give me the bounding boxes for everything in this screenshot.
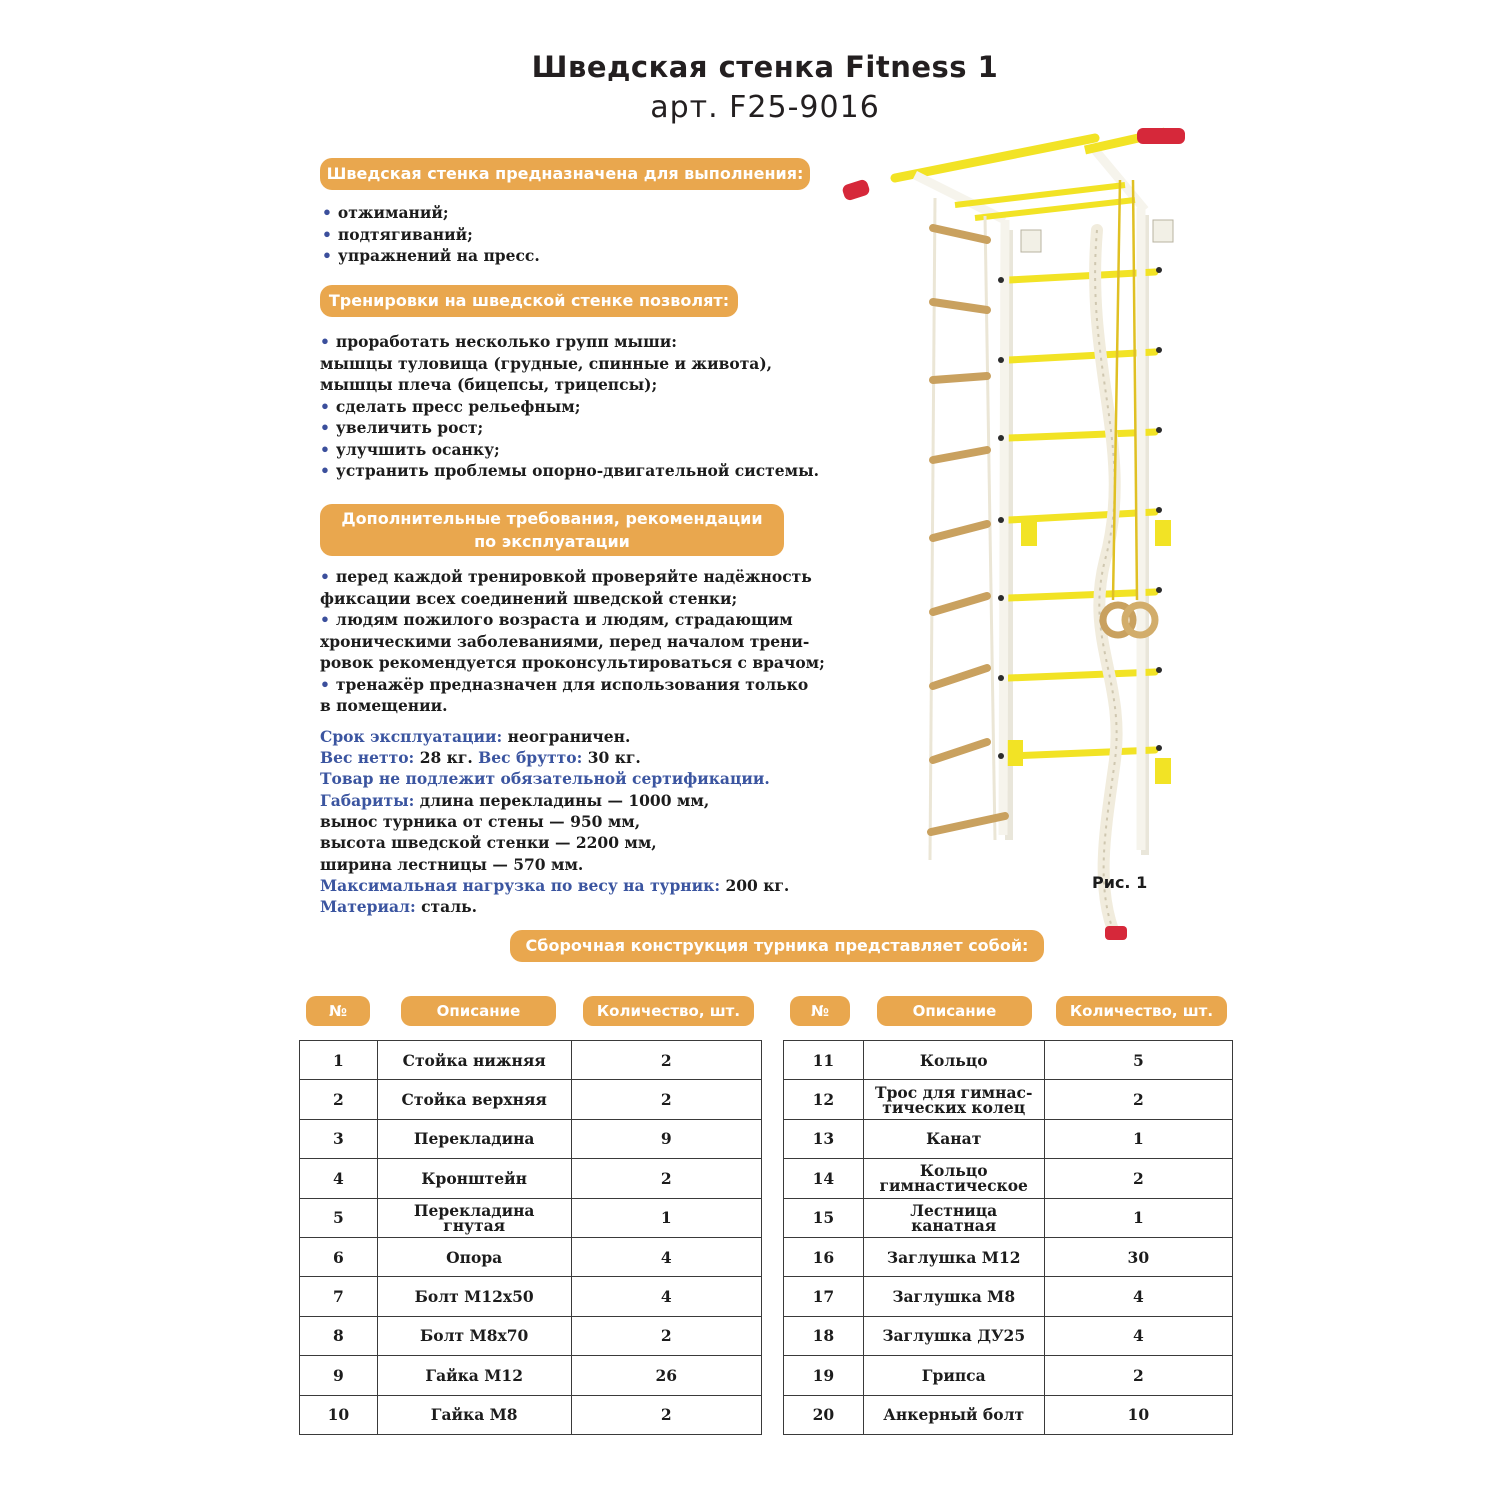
- bolt: [1156, 587, 1162, 593]
- cell-description: Гайка М8: [377, 1395, 571, 1434]
- table-row: [300, 1080, 762, 1119]
- bullet-icon: •: [322, 203, 332, 222]
- list-item-text: тренажёр предназначен для использования только: [335, 674, 809, 694]
- grip: [1137, 128, 1185, 144]
- list-item: [320, 460, 819, 482]
- bullet-icon: •: [320, 396, 330, 416]
- cell-number: 5: [300, 1198, 378, 1237]
- bracket: [1021, 230, 1041, 252]
- list-item: [320, 353, 819, 375]
- assembly-heading: [510, 930, 1044, 962]
- spec-label: Вес нетто:: [320, 748, 415, 767]
- rung: [1009, 512, 1155, 520]
- table-row: [784, 1316, 1233, 1355]
- section-requirements-heading: [320, 504, 784, 556]
- wall-rungs: [1009, 272, 1155, 756]
- bolt: [1156, 507, 1162, 513]
- bracket: [1155, 758, 1171, 784]
- section-requirements-heading-line2: по эксплуатации: [474, 532, 630, 551]
- cell-quantity: 2: [1044, 1356, 1232, 1395]
- ladder-rung: [933, 228, 987, 240]
- section-benefits-heading-text: Тренировки на шведской стенке позволят:: [328, 291, 730, 311]
- list-item: [320, 374, 819, 396]
- list-item-text: улучшить осанку;: [335, 439, 500, 459]
- spec-lifetime: [320, 726, 630, 747]
- cell-description: Канат: [863, 1119, 1044, 1158]
- spec-label: Срок эксплуатации:: [320, 727, 503, 746]
- cell-description: Заглушка М12: [863, 1237, 1044, 1276]
- list-item: [320, 439, 819, 461]
- table-row: [784, 1277, 1233, 1316]
- cell-number: 7: [300, 1277, 378, 1316]
- table-row: [784, 1080, 1233, 1119]
- cell-quantity: 9: [571, 1119, 761, 1158]
- bracket: [1153, 220, 1173, 242]
- list-item-text: отжиманий;: [337, 203, 449, 222]
- cell-description: Стойка верхняя: [377, 1080, 571, 1119]
- bullet-icon: •: [322, 246, 332, 265]
- cell-number: 4: [300, 1159, 378, 1198]
- cell-quantity: 4: [1044, 1277, 1232, 1316]
- list-item-text: мышцы туловища (грудные, спинные и живота),: [320, 353, 773, 373]
- rope-ladder: [930, 198, 1005, 860]
- bullet-icon: •: [322, 224, 332, 244]
- bullet-icon: •: [320, 332, 330, 351]
- spec-certification: Товар не подлежит обязательной сертификации.: [320, 769, 770, 788]
- spec-weight: [320, 747, 641, 768]
- bolt: [1156, 347, 1162, 353]
- bullet-icon: •: [320, 418, 330, 437]
- rung: [1009, 672, 1155, 678]
- list-item-text: перед каждой тренировкой проверяйте надёжность: [335, 567, 812, 586]
- table-row: [300, 1119, 762, 1158]
- table-row: [300, 1198, 762, 1237]
- grip: [841, 178, 871, 201]
- cell-number: 9: [300, 1356, 378, 1395]
- spec-value: 200 кг.: [725, 876, 790, 895]
- spec-value: сталь.: [421, 897, 478, 916]
- cell-description: Кольцо гимнастическое: [863, 1159, 1044, 1198]
- benefits-list: [320, 331, 819, 482]
- rung: [1009, 750, 1155, 756]
- cell-description: Стойка нижняя: [377, 1041, 571, 1080]
- cell-quantity: 4: [571, 1277, 761, 1316]
- list-item: [322, 245, 540, 267]
- spec-value: 28 кг.: [419, 748, 473, 767]
- ladder-rung: [933, 450, 987, 460]
- spec-dimensions: [320, 790, 709, 811]
- table-row: [784, 1237, 1233, 1276]
- spec-dimension-line: ширина лестницы — 570 мм.: [320, 855, 584, 874]
- table-row: [300, 1316, 762, 1355]
- cell-number: 20: [784, 1395, 864, 1434]
- parts-table-left: [299, 1040, 762, 1435]
- bullet-icon: •: [320, 674, 330, 694]
- cell-quantity: 2: [571, 1080, 761, 1119]
- cell-quantity: 26: [571, 1356, 761, 1395]
- table-row: [300, 1395, 762, 1434]
- column-header-description: Описание: [401, 996, 556, 1026]
- list-item: [320, 566, 825, 588]
- cell-quantity: 1: [1044, 1198, 1232, 1237]
- spec-material: [320, 896, 477, 917]
- column-header-number: №: [790, 996, 850, 1026]
- ring-cable: [1133, 180, 1137, 600]
- cell-number: 1: [300, 1041, 378, 1080]
- page-title: Шведская стенка Fitness 1: [531, 50, 999, 84]
- cell-description: Опора: [377, 1237, 571, 1276]
- column-header-number: №: [306, 996, 370, 1026]
- spec-dimension-line: вынос турника от стены — 950 мм,: [320, 812, 641, 831]
- bolt: [998, 277, 1004, 283]
- ladder-rung: [933, 596, 987, 612]
- bolt: [998, 675, 1004, 681]
- cell-description: Грипса: [863, 1356, 1044, 1395]
- spec-dimension-line: высота шведской стенки — 2200 мм,: [320, 833, 657, 852]
- ladder-rung: [933, 376, 987, 380]
- cell-description: Трос для гимнас- тических колец: [863, 1080, 1044, 1119]
- bolt: [1156, 745, 1162, 751]
- cell-quantity: 1: [1044, 1119, 1232, 1158]
- cell-description: Кольцо: [863, 1041, 1044, 1080]
- bullet-icon: •: [320, 610, 330, 629]
- bracket: [1155, 520, 1171, 546]
- cell-number: 6: [300, 1237, 378, 1276]
- cell-number: 11: [784, 1041, 864, 1080]
- list-item: [320, 396, 819, 418]
- cell-quantity: 1: [571, 1198, 761, 1237]
- list-item: [322, 224, 540, 246]
- list-item-text: фиксации всех соединений шведской стенки;: [320, 588, 738, 608]
- list-item-text: подтягиваний;: [337, 224, 473, 244]
- spec-label: Материал:: [320, 897, 416, 916]
- bullet-icon: •: [320, 567, 330, 586]
- spec-max-load: [320, 875, 789, 896]
- cell-quantity: 4: [1044, 1316, 1232, 1355]
- bolt: [1156, 427, 1162, 433]
- list-item-text: мышцы плеча (бицепсы, трицепсы);: [320, 375, 658, 394]
- requirements-list: [320, 566, 825, 717]
- list-item-text: увеличить рост;: [335, 418, 484, 437]
- spec-label: Габариты:: [320, 791, 415, 810]
- spec-value: 30 кг.: [587, 748, 641, 767]
- list-item: [320, 674, 825, 696]
- list-item-text: людям пожилого возраста и людям, страдающим: [335, 610, 793, 629]
- table-row: [784, 1198, 1233, 1237]
- ladder-rung: [933, 524, 987, 538]
- section-requirements-heading-line1: Дополнительные требования, рекомендации: [341, 508, 763, 528]
- section-benefits-heading: [320, 285, 738, 317]
- bolt: [1156, 267, 1162, 273]
- bolt: [998, 595, 1004, 601]
- cell-quantity: 2: [571, 1395, 761, 1434]
- purpose-list: [322, 202, 540, 267]
- bullet-icon: •: [320, 439, 330, 459]
- cell-description: Заглушка М8: [863, 1277, 1044, 1316]
- cell-number: 19: [784, 1356, 864, 1395]
- list-item-text: устранить проблемы опорно-двигательной системы.: [335, 461, 820, 480]
- column-header-quantity: Количество, шт.: [583, 996, 754, 1026]
- cell-number: 2: [300, 1080, 378, 1119]
- table-row: [300, 1237, 762, 1276]
- ladder-rung: [933, 668, 987, 686]
- cell-description: Лестница канатная: [863, 1198, 1044, 1237]
- list-item-text: хроническими заболеваниями, перед началом трени-: [320, 631, 810, 651]
- list-item-text: упражнений на пресс.: [337, 246, 540, 265]
- table-row: [784, 1119, 1233, 1158]
- list-item: [322, 202, 540, 224]
- cell-number: 13: [784, 1119, 864, 1158]
- cell-number: 15: [784, 1198, 864, 1237]
- list-item-text: сделать пресс рельефным;: [335, 396, 581, 416]
- list-item: [320, 652, 825, 674]
- rung: [1009, 352, 1155, 360]
- cell-number: 17: [784, 1277, 864, 1316]
- bolt: [998, 357, 1004, 363]
- spec-value: длина перекладины — 1000 мм,: [419, 791, 710, 810]
- spec-value: неограничен.: [507, 727, 631, 746]
- spec-label: Максимальная нагрузка по весу на турник:: [320, 876, 721, 895]
- table-row: [300, 1277, 762, 1316]
- table-row: [300, 1159, 762, 1198]
- parts-table-right: [783, 1040, 1233, 1435]
- cell-description: Гайка М12: [377, 1356, 571, 1395]
- rung: [1009, 432, 1155, 438]
- section-purpose-heading: [320, 158, 810, 190]
- table-row: [784, 1041, 1233, 1080]
- ring-cable: [1113, 180, 1120, 600]
- cell-number: 16: [784, 1237, 864, 1276]
- list-item: [320, 331, 819, 353]
- cell-description: Перекладина: [377, 1119, 571, 1158]
- cell-quantity: 4: [571, 1237, 761, 1276]
- cell-quantity: 2: [1044, 1159, 1232, 1198]
- cell-number: 3: [300, 1119, 378, 1158]
- table-row: [300, 1356, 762, 1395]
- column-header-description: Описание: [877, 996, 1032, 1026]
- list-item-text: в помещении.: [320, 696, 448, 715]
- bolt: [998, 517, 1004, 523]
- cell-description: Кронштейн: [377, 1159, 571, 1198]
- section-purpose-heading-text: Шведская стенка предназначена для выполнения:: [326, 164, 804, 184]
- cell-number: 12: [784, 1080, 864, 1119]
- cell-quantity: 10: [1044, 1395, 1232, 1434]
- cell-description: Заглушка ДУ25: [863, 1316, 1044, 1355]
- list-item: [320, 695, 825, 717]
- cell-description: Анкерный болт: [863, 1395, 1044, 1434]
- wall-bars-illustration: [835, 120, 1195, 960]
- list-item: [320, 588, 825, 610]
- assembly-heading-text: Сборочная конструкция турника представляет собой:: [525, 936, 1029, 956]
- cell-number: 10: [300, 1395, 378, 1434]
- bullet-icon: •: [320, 461, 330, 480]
- table-row: [784, 1159, 1233, 1198]
- cell-quantity: 30: [1044, 1237, 1232, 1276]
- list-item-text: ровок рекомендуется проконсультироваться с врачом;: [320, 653, 825, 672]
- column-header-quantity: Количество, шт.: [1056, 996, 1227, 1026]
- rope-end: [1105, 926, 1127, 940]
- cell-quantity: 2: [571, 1041, 761, 1080]
- cell-description: Болт М8х70: [377, 1316, 571, 1355]
- cell-description: Болт М12х50: [377, 1277, 571, 1316]
- pullup-bar: [895, 138, 1095, 178]
- list-item: [320, 609, 825, 631]
- cell-number: 8: [300, 1316, 378, 1355]
- cell-quantity: 2: [1044, 1080, 1232, 1119]
- bolt: [998, 435, 1004, 441]
- table-row: [300, 1041, 762, 1080]
- list-item-text: проработать несколько групп мыши:: [335, 332, 677, 351]
- cell-description: Перекладина гнутая: [377, 1198, 571, 1237]
- table-row: [784, 1356, 1233, 1395]
- bolt: [1156, 667, 1162, 673]
- bolt: [998, 753, 1004, 759]
- bracket: [1007, 740, 1023, 766]
- article-number: арт. F25-9016: [650, 90, 880, 125]
- ladder-rung: [933, 302, 987, 310]
- cell-quantity: 2: [571, 1159, 761, 1198]
- cell-quantity: 2: [571, 1316, 761, 1355]
- figure-caption: Рис. 1: [1092, 873, 1148, 892]
- list-item: [320, 417, 819, 439]
- table-row: [784, 1395, 1233, 1434]
- list-item: [320, 631, 825, 653]
- ladder-rung: [933, 742, 987, 760]
- cell-number: 18: [784, 1316, 864, 1355]
- cell-quantity: 5: [1044, 1041, 1232, 1080]
- cell-number: 14: [784, 1159, 864, 1198]
- spec-label: Вес брутто:: [478, 748, 583, 767]
- bracket: [1021, 520, 1037, 546]
- post-front-left: [1003, 220, 1005, 835]
- rung: [1009, 592, 1155, 598]
